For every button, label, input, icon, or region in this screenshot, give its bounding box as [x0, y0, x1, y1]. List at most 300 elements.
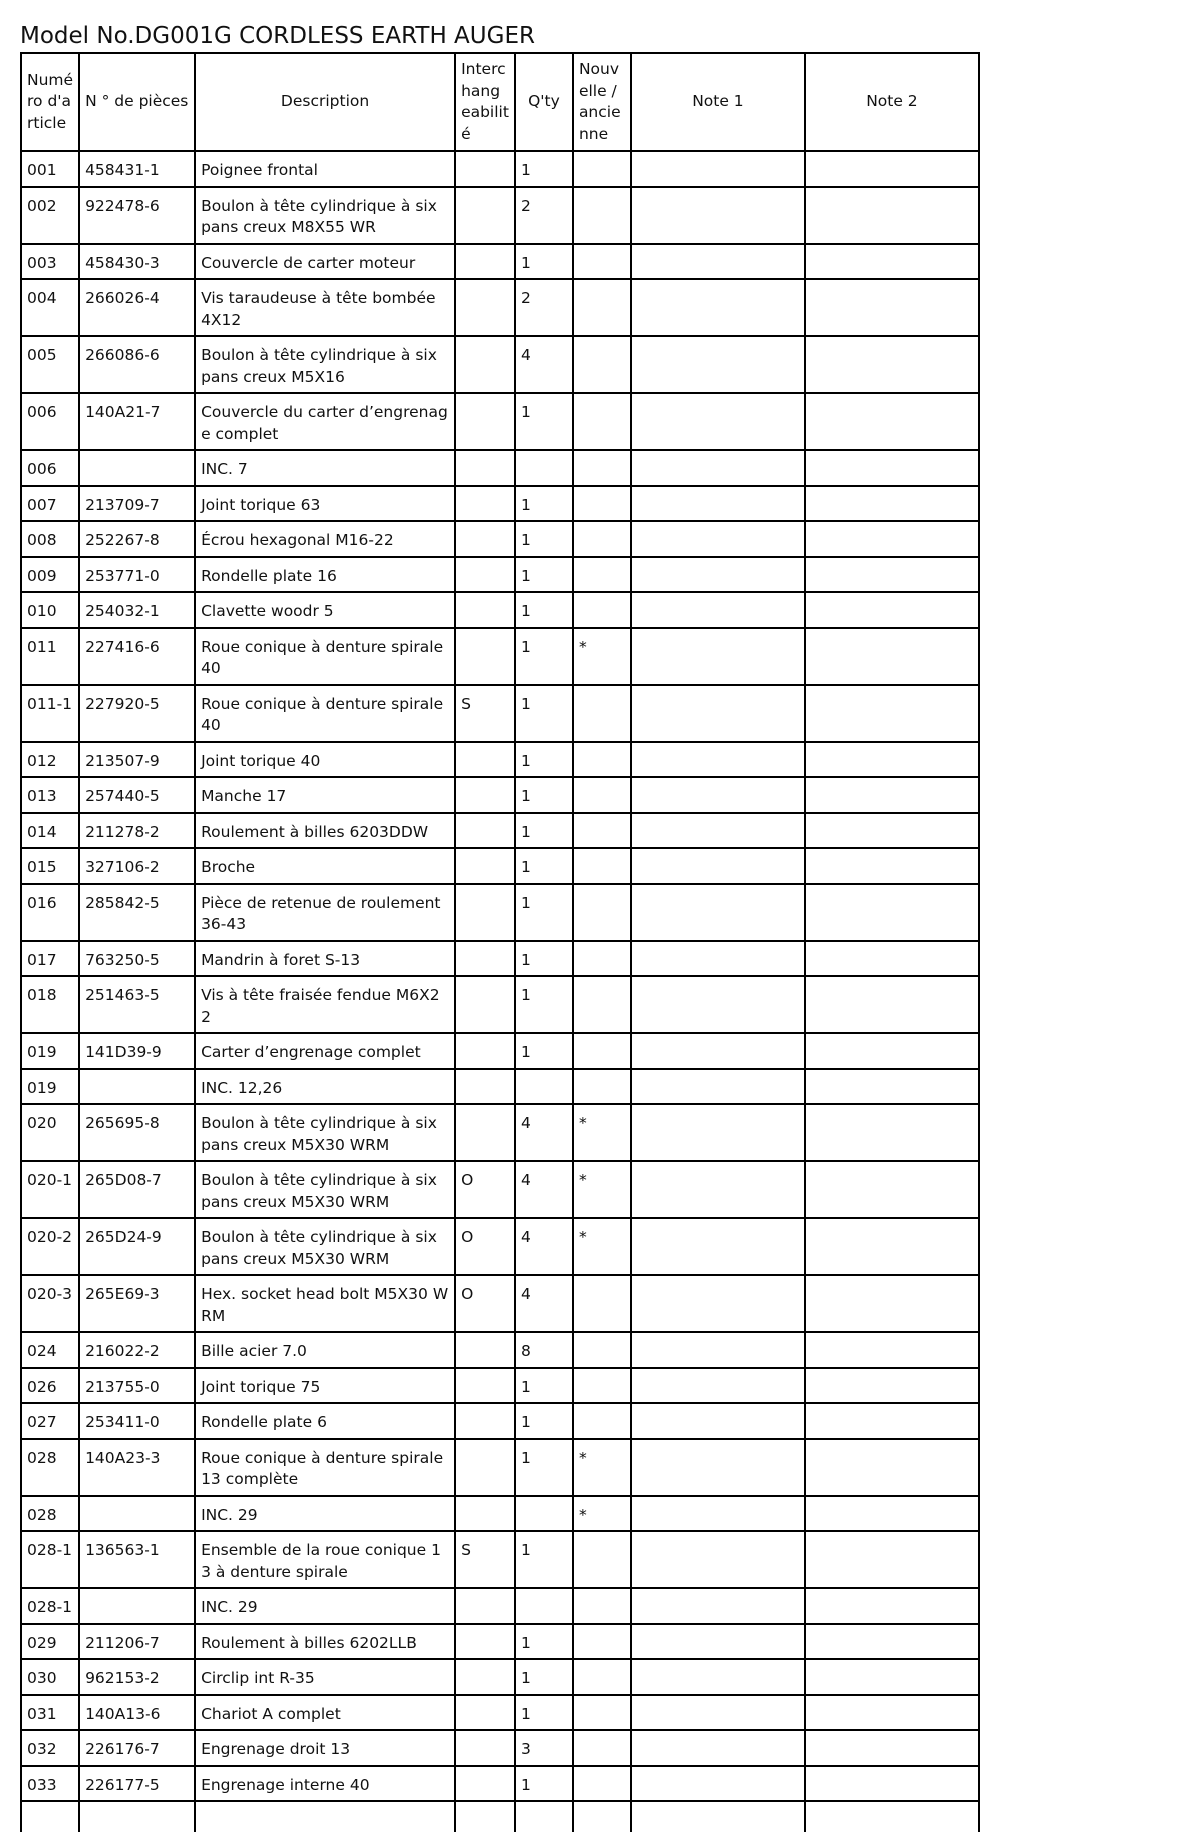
cell-note-1 [631, 884, 805, 941]
cell-note-2 [805, 393, 979, 450]
cell-interchangeability: O [455, 1275, 515, 1332]
cell-note-1 [631, 1730, 805, 1766]
cell-interchangeability [455, 592, 515, 628]
cell-note-2 [805, 1695, 979, 1731]
cell-note-1 [631, 279, 805, 336]
cell-part-number: 253771-0 [79, 557, 195, 593]
table-row [21, 279, 979, 336]
cell-quantity: 1 [515, 976, 573, 1033]
cell-note-1 [631, 1624, 805, 1660]
cell-quantity: 4 [515, 336, 573, 393]
cell-part-number [79, 1588, 195, 1624]
cell-quantity: 1 [515, 813, 573, 849]
cell-quantity: 1 [515, 1766, 573, 1802]
cell-interchangeability [455, 1332, 515, 1368]
empty-cell [515, 1801, 573, 1832]
cell-item-number: 014 [21, 813, 79, 849]
cell-part-number: 265D24-9 [79, 1218, 195, 1275]
cell-quantity [515, 1496, 573, 1532]
cell-note-1 [631, 1104, 805, 1161]
cell-new-old [573, 1730, 631, 1766]
cell-note-2 [805, 1368, 979, 1404]
cell-part-number: 458431-1 [79, 151, 195, 187]
cell-interchangeability [455, 848, 515, 884]
table-row [21, 813, 979, 849]
cell-item-number: 019 [21, 1033, 79, 1069]
cell-item-number: 017 [21, 941, 79, 977]
cell-new-old [573, 848, 631, 884]
cell-note-1 [631, 1033, 805, 1069]
cell-note-1 [631, 976, 805, 1033]
cell-note-2 [805, 1531, 979, 1588]
empty-cell [21, 1801, 79, 1832]
cell-description: Écrou hexagonal M16-22 [195, 521, 455, 557]
cell-interchangeability [455, 244, 515, 280]
cell-interchangeability [455, 1368, 515, 1404]
cell-quantity: 1 [515, 1439, 573, 1496]
header-interchangeability: Interc hang eabilit é [455, 53, 515, 151]
table-row [21, 1161, 979, 1218]
cell-part-number: 251463-5 [79, 976, 195, 1033]
cell-new-old [573, 1403, 631, 1439]
cell-interchangeability [455, 336, 515, 393]
cell-item-number: 020-1 [21, 1161, 79, 1218]
cell-quantity: 1 [515, 592, 573, 628]
cell-note-2 [805, 521, 979, 557]
cell-interchangeability [455, 1730, 515, 1766]
cell-part-number: 141D39-9 [79, 1033, 195, 1069]
cell-description: Bille acier 7.0 [195, 1332, 455, 1368]
cell-quantity: 8 [515, 1332, 573, 1368]
cell-quantity: 1 [515, 685, 573, 742]
cell-note-2 [805, 1766, 979, 1802]
cell-item-number: 002 [21, 187, 79, 244]
header-quantity: Q'ty [515, 53, 573, 151]
cell-note-2 [805, 1588, 979, 1624]
cell-part-number: 140A13-6 [79, 1695, 195, 1731]
cell-note-2 [805, 1659, 979, 1695]
cell-note-1 [631, 336, 805, 393]
cell-quantity [515, 1069, 573, 1105]
cell-note-1 [631, 1161, 805, 1218]
cell-part-number: 266086-6 [79, 336, 195, 393]
cell-new-old [573, 1368, 631, 1404]
cell-quantity: 1 [515, 1403, 573, 1439]
cell-new-old [573, 813, 631, 849]
cell-quantity: 1 [515, 244, 573, 280]
cell-new-old: * [573, 628, 631, 685]
cell-description: Pièce de retenue de roulement 36-43 [195, 884, 455, 941]
page-title: Model No.DG001G CORDLESS EARTH AUGER [20, 23, 535, 49]
cell-item-number: 009 [21, 557, 79, 593]
table-row [21, 336, 979, 393]
cell-part-number: 136563-1 [79, 1531, 195, 1588]
cell-part-number: 140A21-7 [79, 393, 195, 450]
table-row [21, 557, 979, 593]
cell-note-2 [805, 1218, 979, 1275]
table-row [21, 187, 979, 244]
cell-quantity: 4 [515, 1104, 573, 1161]
table-row [21, 151, 979, 187]
cell-new-old: * [573, 1439, 631, 1496]
cell-part-number: 265E69-3 [79, 1275, 195, 1332]
table-row [21, 1730, 979, 1766]
cell-note-2 [805, 685, 979, 742]
cell-note-1 [631, 151, 805, 187]
cell-description: Boulon à tête cylindrique à six pans creux M8X55 WR [195, 187, 455, 244]
cell-note-1 [631, 1659, 805, 1695]
cell-description: Circlip int R-35 [195, 1659, 455, 1695]
cell-interchangeability [455, 1033, 515, 1069]
cell-interchangeability [455, 1695, 515, 1731]
parts-table-body [21, 151, 979, 1832]
cell-part-number: 266026-4 [79, 279, 195, 336]
cell-note-1 [631, 742, 805, 778]
cell-note-1 [631, 1275, 805, 1332]
cell-item-number: 003 [21, 244, 79, 280]
table-row [21, 1588, 979, 1624]
cell-description: Rondelle plate 6 [195, 1403, 455, 1439]
cell-note-2 [805, 742, 979, 778]
cell-note-2 [805, 848, 979, 884]
cell-item-number: 013 [21, 777, 79, 813]
table-row [21, 393, 979, 450]
cell-quantity: 1 [515, 1624, 573, 1660]
cell-interchangeability [455, 742, 515, 778]
cell-interchangeability: O [455, 1218, 515, 1275]
cell-new-old [573, 244, 631, 280]
cell-item-number: 001 [21, 151, 79, 187]
cell-description: Mandrin à foret S-13 [195, 941, 455, 977]
cell-quantity: 4 [515, 1161, 573, 1218]
cell-description: Ensemble de la roue conique 13 à denture spirale [195, 1531, 455, 1588]
cell-new-old [573, 1659, 631, 1695]
empty-cell [805, 1801, 979, 1832]
cell-note-2 [805, 336, 979, 393]
table-row [21, 521, 979, 557]
cell-item-number: 018 [21, 976, 79, 1033]
cell-note-1 [631, 557, 805, 593]
cell-description: Broche [195, 848, 455, 884]
table-row [21, 1218, 979, 1275]
cell-item-number: 020-2 [21, 1218, 79, 1275]
cell-quantity: 2 [515, 279, 573, 336]
cell-interchangeability [455, 1104, 515, 1161]
cell-description: Carter d’engrenage complet [195, 1033, 455, 1069]
cell-description: Joint torique 63 [195, 486, 455, 522]
cell-interchangeability [455, 777, 515, 813]
table-row [21, 848, 979, 884]
cell-part-number: 211206-7 [79, 1624, 195, 1660]
cell-quantity: 1 [515, 628, 573, 685]
cell-description: Couvercle de carter moteur [195, 244, 455, 280]
table-row [21, 1104, 979, 1161]
cell-note-1 [631, 1403, 805, 1439]
cell-part-number: 226177-5 [79, 1766, 195, 1802]
cell-interchangeability [455, 941, 515, 977]
cell-note-2 [805, 187, 979, 244]
cell-interchangeability [455, 151, 515, 187]
cell-part-number [79, 1069, 195, 1105]
cell-note-1 [631, 1218, 805, 1275]
cell-part-number: 327106-2 [79, 848, 195, 884]
cell-part-number: 213507-9 [79, 742, 195, 778]
cell-interchangeability [455, 393, 515, 450]
cell-quantity: 4 [515, 1275, 573, 1332]
cell-new-old [573, 976, 631, 1033]
cell-part-number [79, 450, 195, 486]
cell-new-old [573, 486, 631, 522]
cell-description: Roue conique à denture spirale 13 complète [195, 1439, 455, 1496]
cell-item-number: 011 [21, 628, 79, 685]
cell-part-number: 763250-5 [79, 941, 195, 977]
cell-item-number: 006 [21, 450, 79, 486]
cell-note-1 [631, 187, 805, 244]
parts-table [20, 52, 980, 1832]
cell-new-old [573, 941, 631, 977]
cell-new-old: * [573, 1161, 631, 1218]
cell-note-2 [805, 592, 979, 628]
cell-new-old [573, 557, 631, 593]
cell-new-old: * [573, 1496, 631, 1532]
cell-description: Rondelle plate 16 [195, 557, 455, 593]
cell-quantity: 1 [515, 742, 573, 778]
cell-item-number: 016 [21, 884, 79, 941]
cell-item-number: 010 [21, 592, 79, 628]
cell-quantity: 1 [515, 1659, 573, 1695]
cell-new-old [573, 521, 631, 557]
cell-part-number: 216022-2 [79, 1332, 195, 1368]
cell-item-number: 027 [21, 1403, 79, 1439]
table-row [21, 685, 979, 742]
cell-description: Roue conique à denture spirale 40 [195, 628, 455, 685]
cell-interchangeability [455, 1496, 515, 1532]
cell-quantity: 1 [515, 848, 573, 884]
cell-quantity: 1 [515, 777, 573, 813]
header-note-1: Note 1 [631, 53, 805, 151]
cell-new-old [573, 1332, 631, 1368]
cell-description: Roulement à billes 6203DDW [195, 813, 455, 849]
table-row [21, 1033, 979, 1069]
table-row [21, 1496, 979, 1532]
cell-quantity: 1 [515, 393, 573, 450]
cell-interchangeability [455, 1403, 515, 1439]
cell-description: Boulon à tête cylindrique à six pans creux M5X30 WRM [195, 1104, 455, 1161]
cell-part-number: 226176-7 [79, 1730, 195, 1766]
header-note-2: Note 2 [805, 53, 979, 151]
cell-new-old [573, 1695, 631, 1731]
cell-part-number: 254032-1 [79, 592, 195, 628]
cell-quantity: 1 [515, 486, 573, 522]
cell-interchangeability [455, 187, 515, 244]
cell-item-number: 030 [21, 1659, 79, 1695]
cell-note-2 [805, 1275, 979, 1332]
cell-note-2 [805, 279, 979, 336]
empty-cell [455, 1801, 515, 1832]
cell-new-old [573, 1069, 631, 1105]
header-new-old: Nouv elle / ancie nne [573, 53, 631, 151]
cell-quantity: 4 [515, 1218, 573, 1275]
cell-interchangeability [455, 1659, 515, 1695]
cell-new-old [573, 742, 631, 778]
table-row [21, 1069, 979, 1105]
cell-interchangeability [455, 279, 515, 336]
cell-item-number: 019 [21, 1069, 79, 1105]
cell-part-number: 140A23-3 [79, 1439, 195, 1496]
empty-cell [195, 1801, 455, 1832]
table-row [21, 1275, 979, 1332]
table-row [21, 1368, 979, 1404]
cell-quantity: 1 [515, 1531, 573, 1588]
cell-item-number: 028-1 [21, 1588, 79, 1624]
cell-item-number: 028 [21, 1496, 79, 1532]
cell-interchangeability [455, 557, 515, 593]
cell-item-number: 004 [21, 279, 79, 336]
cell-description: Boulon à tête cylindrique à six pans creux M5X30 WRM [195, 1218, 455, 1275]
cell-new-old [573, 884, 631, 941]
cell-note-2 [805, 1104, 979, 1161]
cell-note-2 [805, 1069, 979, 1105]
cell-note-1 [631, 1588, 805, 1624]
table-row [21, 1332, 979, 1368]
cell-note-1 [631, 1496, 805, 1532]
cell-note-2 [805, 976, 979, 1033]
cell-note-2 [805, 1439, 979, 1496]
table-row [21, 1439, 979, 1496]
cell-new-old [573, 592, 631, 628]
cell-note-1 [631, 393, 805, 450]
empty-cell [631, 1801, 805, 1832]
cell-part-number: 265695-8 [79, 1104, 195, 1161]
table-row [21, 1659, 979, 1695]
cell-note-2 [805, 486, 979, 522]
cell-interchangeability [455, 1766, 515, 1802]
cell-note-1 [631, 1332, 805, 1368]
cell-note-1 [631, 628, 805, 685]
cell-description: Boulon à tête cylindrique à six pans creux M5X30 WRM [195, 1161, 455, 1218]
table-row [21, 486, 979, 522]
cell-part-number: 257440-5 [79, 777, 195, 813]
table-row [21, 1766, 979, 1802]
empty-cell [79, 1801, 195, 1832]
cell-note-2 [805, 777, 979, 813]
cell-new-old: * [573, 1104, 631, 1161]
cell-item-number: 006 [21, 393, 79, 450]
cell-interchangeability: S [455, 685, 515, 742]
cell-note-1 [631, 1766, 805, 1802]
cell-interchangeability [455, 450, 515, 486]
table-header-row [21, 53, 979, 151]
cell-item-number: 020 [21, 1104, 79, 1161]
cell-description: Hex. socket head bolt M5X30 WRM [195, 1275, 455, 1332]
cell-description: Chariot A complet [195, 1695, 455, 1731]
cell-part-number: 962153-2 [79, 1659, 195, 1695]
cell-part-number: 227920-5 [79, 685, 195, 742]
cell-part-number: 922478-6 [79, 187, 195, 244]
cell-note-1 [631, 521, 805, 557]
table-row [21, 1531, 979, 1588]
cell-note-2 [805, 1332, 979, 1368]
cell-new-old [573, 393, 631, 450]
cell-description: Vis taraudeuse à tête bombée 4X12 [195, 279, 455, 336]
cell-description: Roue conique à denture spirale 40 [195, 685, 455, 742]
cell-note-1 [631, 777, 805, 813]
cell-note-1 [631, 450, 805, 486]
cell-note-1 [631, 1695, 805, 1731]
cell-new-old [573, 450, 631, 486]
cell-quantity: 1 [515, 557, 573, 593]
table-row [21, 884, 979, 941]
cell-note-2 [805, 884, 979, 941]
cell-description: INC. 12,26 [195, 1069, 455, 1105]
table-row [21, 1403, 979, 1439]
cell-note-1 [631, 1439, 805, 1496]
cell-item-number: 031 [21, 1695, 79, 1731]
cell-note-2 [805, 1403, 979, 1439]
cell-new-old [573, 151, 631, 187]
cell-new-old [573, 1624, 631, 1660]
cell-description: Engrenage interne 40 [195, 1766, 455, 1802]
cell-note-1 [631, 244, 805, 280]
cell-new-old [573, 187, 631, 244]
cell-note-1 [631, 592, 805, 628]
cell-description: Couvercle du carter d’engrenage complet [195, 393, 455, 450]
cell-new-old [573, 336, 631, 393]
cell-note-1 [631, 1368, 805, 1404]
cell-item-number: 005 [21, 336, 79, 393]
table-row [21, 976, 979, 1033]
cell-part-number [79, 1496, 195, 1532]
cell-description: Engrenage droit 13 [195, 1730, 455, 1766]
cell-note-1 [631, 685, 805, 742]
cell-new-old: * [573, 1218, 631, 1275]
cell-item-number: 020-3 [21, 1275, 79, 1332]
cell-note-1 [631, 486, 805, 522]
cell-note-2 [805, 244, 979, 280]
cell-note-2 [805, 1161, 979, 1218]
cell-quantity: 1 [515, 884, 573, 941]
cell-new-old [573, 1766, 631, 1802]
table-row [21, 592, 979, 628]
cell-description: Clavette woodr 5 [195, 592, 455, 628]
cell-description: Manche 17 [195, 777, 455, 813]
cell-new-old [573, 1588, 631, 1624]
table-row [21, 941, 979, 977]
table-row [21, 777, 979, 813]
cell-quantity: 3 [515, 1730, 573, 1766]
cell-interchangeability [455, 813, 515, 849]
cell-part-number: 213755-0 [79, 1368, 195, 1404]
cell-interchangeability [455, 486, 515, 522]
cell-part-number: 252267-8 [79, 521, 195, 557]
cell-item-number: 033 [21, 1766, 79, 1802]
cell-new-old [573, 1033, 631, 1069]
cell-note-1 [631, 941, 805, 977]
cell-interchangeability [455, 976, 515, 1033]
cell-quantity: 1 [515, 941, 573, 977]
cell-quantity: 1 [515, 1368, 573, 1404]
cell-note-2 [805, 450, 979, 486]
cell-description: Poignee frontal [195, 151, 455, 187]
table-row-continuation [21, 1801, 979, 1832]
cell-note-2 [805, 151, 979, 187]
cell-description: INC. 29 [195, 1588, 455, 1624]
cell-item-number: 028 [21, 1439, 79, 1496]
header-part-number: N ° de pièces [79, 53, 195, 151]
table-row [21, 1695, 979, 1731]
cell-part-number: 265D08-7 [79, 1161, 195, 1218]
cell-item-number: 008 [21, 521, 79, 557]
